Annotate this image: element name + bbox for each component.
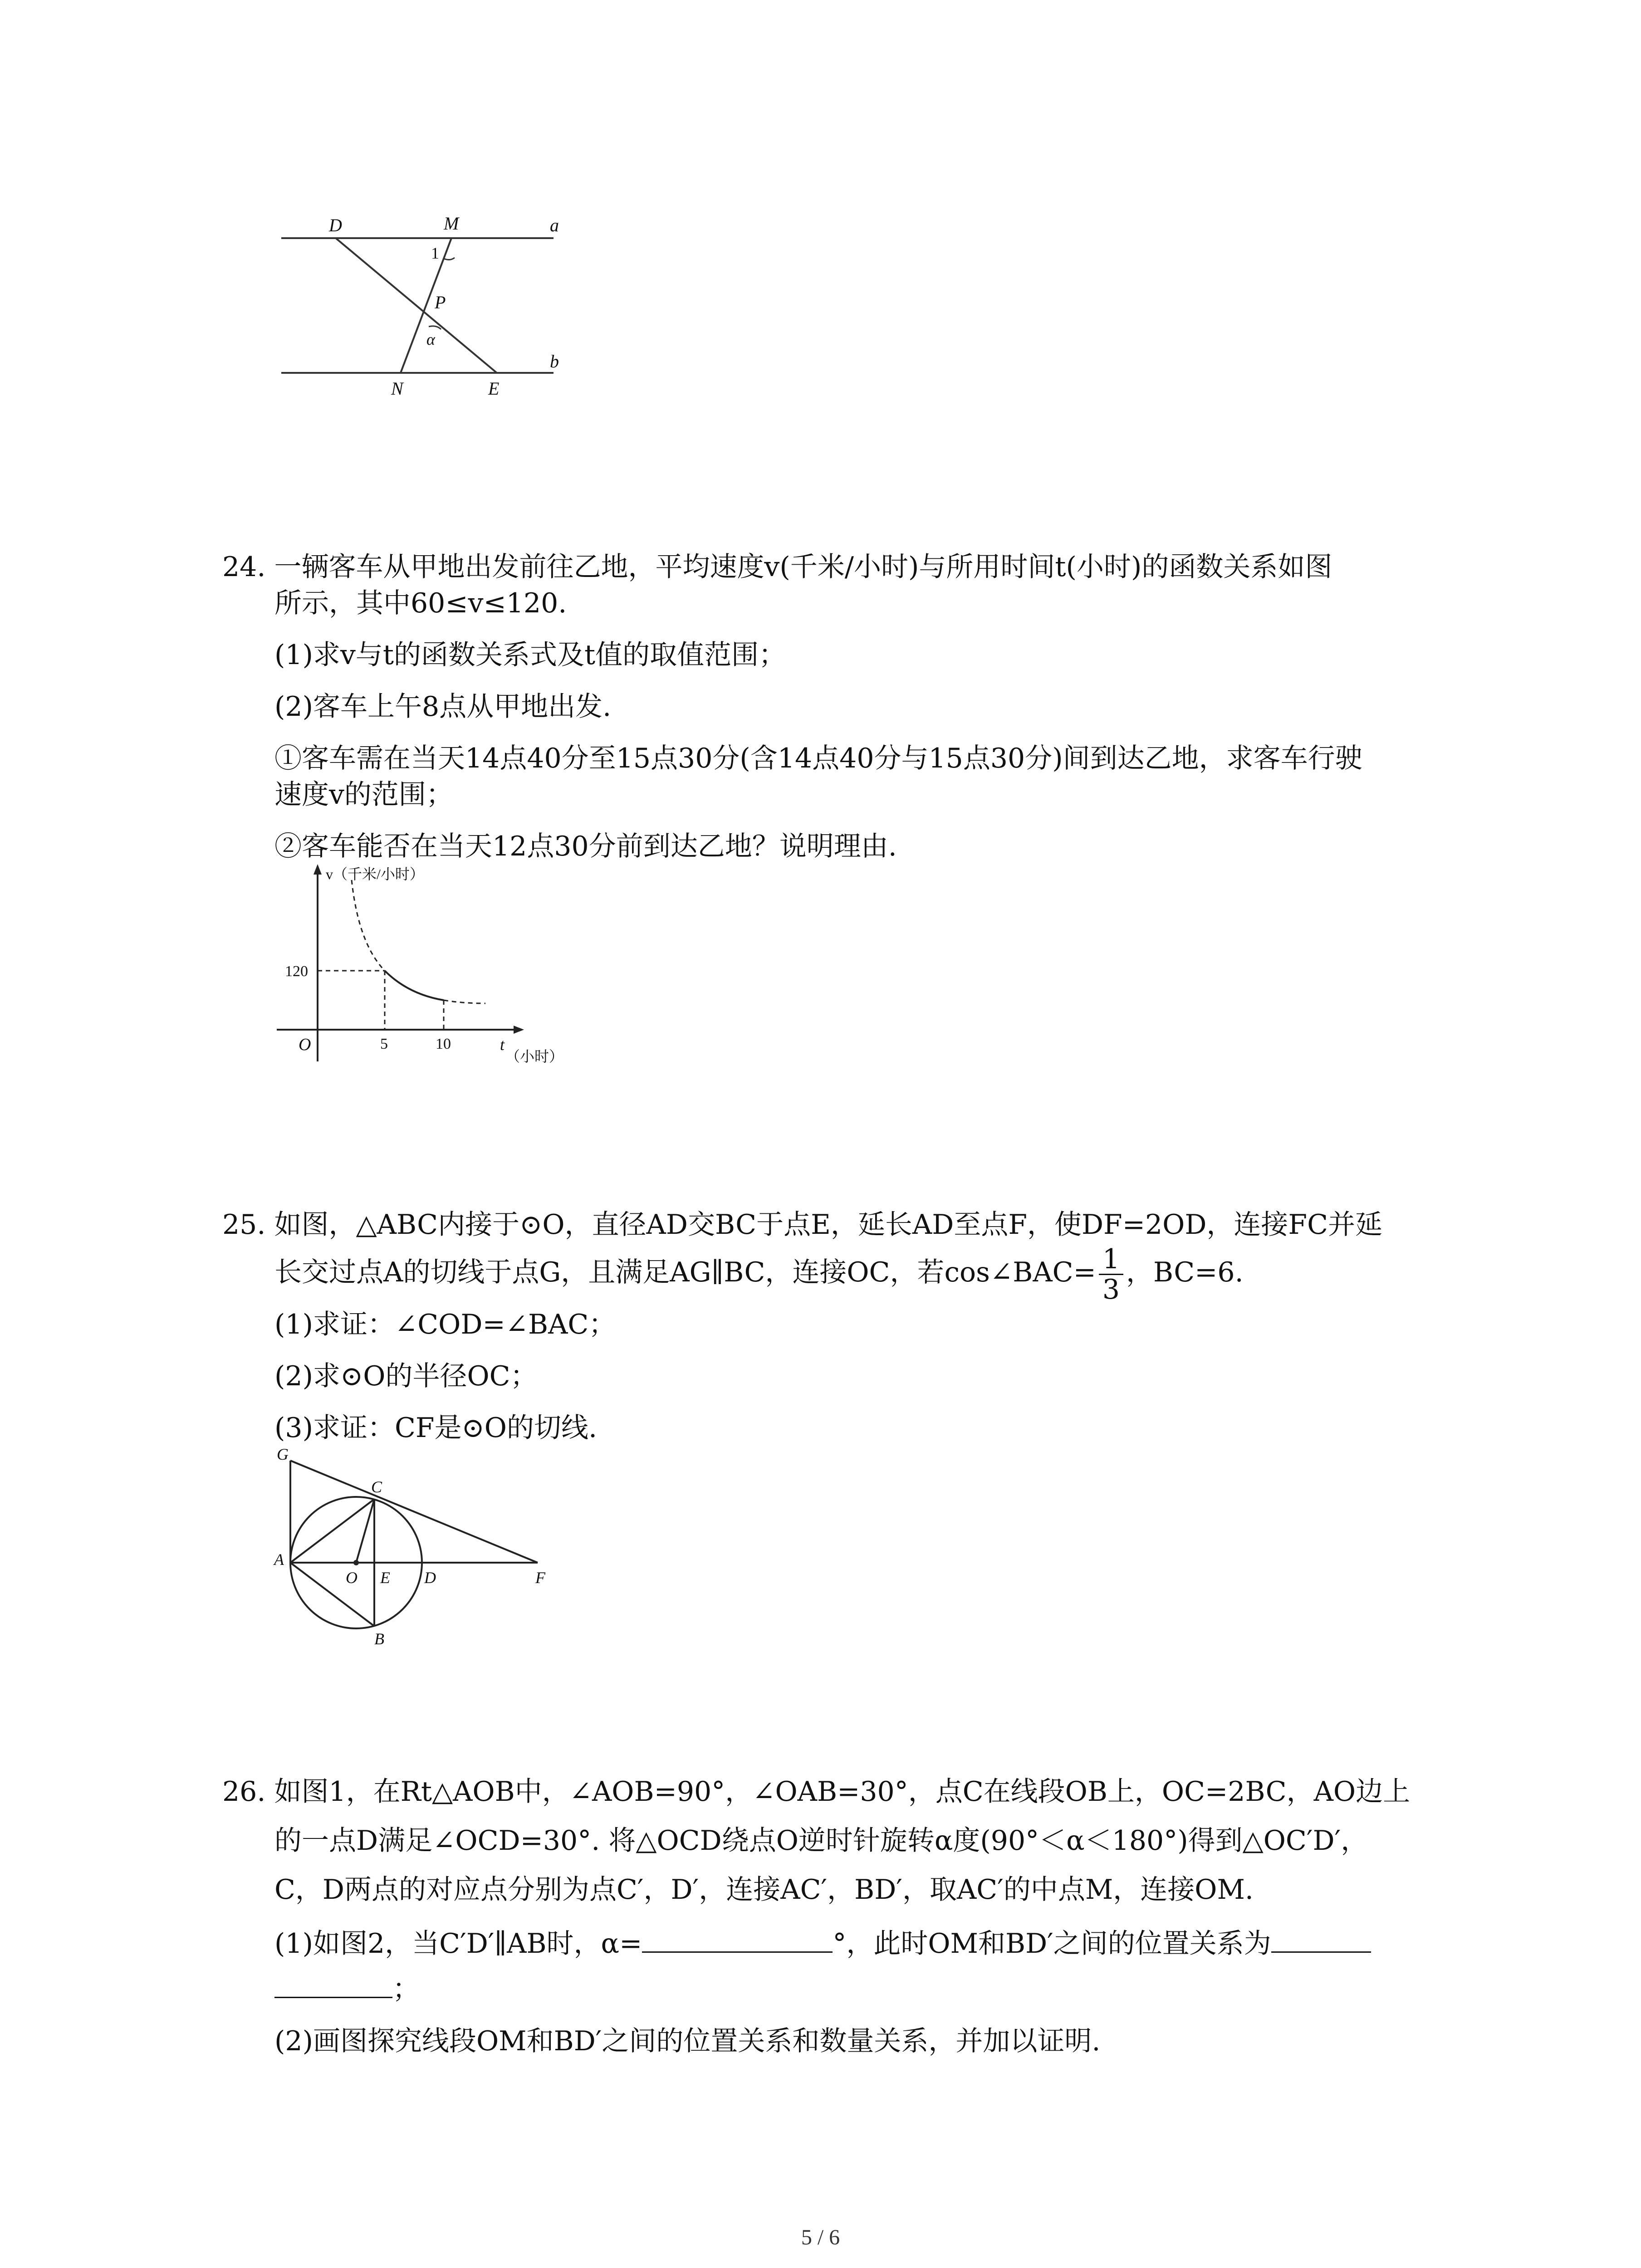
fraction-denominator: 3 bbox=[1102, 1273, 1120, 1305]
segment-AC bbox=[290, 1499, 374, 1563]
x-axis-arrow bbox=[514, 1026, 524, 1034]
answer-blank-alpha[interactable] bbox=[642, 1923, 833, 1953]
segment-OC bbox=[356, 1499, 374, 1563]
problem-25-stem-line-2 bbox=[222, 1243, 1456, 1305]
label-alpha: α bbox=[426, 330, 435, 348]
segment-DE bbox=[336, 238, 497, 373]
label-1: 1 bbox=[431, 244, 439, 262]
label-b: b bbox=[550, 351, 559, 371]
angle-1-arc bbox=[444, 258, 455, 260]
problem-24-stem-line-2: 所示，其中60≤v≤120. bbox=[274, 587, 567, 619]
problem-24-question-2a-line-1: ①客车需在当天14点40分至15点30分(含14点40分与15点30分)间到达乙地，求客车行驶 bbox=[274, 743, 1362, 774]
problem-26-stem-line-1: 26. 如图1，在Rt△AOB中，∠AOB=90°，∠OAB=30°，点C在线段OB上，OC=2BC，AO边上 bbox=[222, 1776, 1411, 1808]
problem-25-stem-line-2-text: 长交过点A的切线于点G，且满足AG∥BC，连接OC，若cos∠BAC= bbox=[274, 1256, 1096, 1288]
fig25-label-D: D bbox=[424, 1569, 436, 1587]
fig25-label-F: F bbox=[535, 1569, 545, 1587]
label-E: E bbox=[488, 378, 500, 399]
problem-25-question-1: (1)求证：∠COD=∠BAC； bbox=[274, 1309, 616, 1340]
problem-24-stem-line-1: 24. 一辆客车从甲地出发前往乙地，平均速度v(千米/小时)与所用时间t(小时)的函数关系如图 bbox=[222, 551, 1332, 583]
label-D: D bbox=[329, 215, 342, 235]
x-tick-5: 5 bbox=[380, 1036, 388, 1052]
fraction-numerator: 1 bbox=[1099, 1245, 1123, 1275]
segment-GF bbox=[290, 1461, 538, 1563]
answer-blank-relation-part-2[interactable] bbox=[274, 1969, 392, 1998]
fig25-label-B: B bbox=[374, 1630, 384, 1648]
label-M: M bbox=[444, 213, 459, 234]
problem-25-question-3: (3)求证：CF是⊙O的切线. bbox=[274, 1412, 598, 1444]
segment-AB bbox=[290, 1563, 374, 1626]
problem-26-question-1-continued bbox=[222, 1969, 1456, 2005]
parallel-lines-figure bbox=[272, 213, 599, 404]
fig25-label-G: G bbox=[277, 1445, 289, 1463]
problem-24-question-1: (1)求v与t的函数关系式及t值的取值范围； bbox=[274, 639, 786, 671]
problem-24-question-2b: ②客车能否在当天12点30分前到达乙地？说明理由. bbox=[274, 831, 897, 862]
x-axis-var-label: t bbox=[500, 1036, 505, 1054]
fig25-label-O: O bbox=[346, 1569, 358, 1587]
origin-label: O bbox=[299, 1035, 311, 1054]
problem-26-question-2: (2)画图探究线段OM和BD′之间的位置关系和数量关系，并加以证明. bbox=[274, 2025, 1101, 2057]
problem-25-question-2: (2)求⊙O的半径OC； bbox=[274, 1360, 538, 1392]
curve-solid bbox=[385, 971, 444, 1000]
problem-26-q1-text-b: °，此时OM和BD′之间的位置关系为 bbox=[833, 1928, 1271, 1960]
problem-26-stem-line-2: 的一点D满足∠OCD=30°. 将△OCD绕点O逆时针旋转α度(90°＜α＜180°)得到△OC′D′， bbox=[274, 1825, 1368, 1857]
problem-25 bbox=[222, 1207, 1456, 1446]
problem-26-question-1 bbox=[222, 1923, 1456, 1960]
fig25-label-A: A bbox=[274, 1550, 284, 1569]
problem-25-stem-line-2-end: ，BC=6. bbox=[1126, 1256, 1244, 1288]
label-P: P bbox=[435, 292, 446, 313]
fig25-label-C: C bbox=[371, 1478, 382, 1496]
problem-26-q1-text-a: (1)如图2，当C′D′∥AB时，α= bbox=[274, 1928, 642, 1960]
problem-26-stem-line-3: C，D两点的对应点分别为点C′，D′，连接AC′，BD′，取AC′的中点M，连接OM. bbox=[274, 1874, 1254, 1906]
curve-dashed-right bbox=[444, 1000, 485, 1003]
page-number: 5 / 6 bbox=[801, 2225, 840, 2249]
y-axis-arrow bbox=[314, 864, 322, 875]
fraction-one-third bbox=[1099, 1245, 1123, 1304]
curve-dashed-left bbox=[352, 880, 385, 971]
fig25-label-E: E bbox=[380, 1569, 390, 1587]
label-a: a bbox=[550, 215, 559, 235]
circle-tangent-figure bbox=[272, 1447, 572, 1647]
problem-24-question-2a-line-2: 速度v的范围； bbox=[274, 779, 453, 811]
angle-alpha-arc bbox=[429, 326, 441, 329]
problem-24-question-2: (2)客车上午8点从甲地出发. bbox=[274, 691, 612, 723]
problem-24 bbox=[222, 549, 1456, 865]
problem-26-q1-text-c: ； bbox=[392, 1973, 420, 2005]
problem-25-stem-line-1: 25. 如图，△ABC内接于⊙O，直径AD交BC于点E，延长AD至点F，使DF=2OD，连接FC并延 bbox=[222, 1209, 1382, 1241]
speed-time-chart bbox=[263, 862, 608, 1075]
x-axis-unit-label: （小时） bbox=[505, 1048, 564, 1065]
x-tick-10: 10 bbox=[436, 1036, 451, 1052]
y-axis-label: v（千米/小时） bbox=[326, 866, 424, 882]
y-tick-120: 120 bbox=[285, 963, 308, 980]
label-N: N bbox=[391, 378, 403, 399]
center-dot-O bbox=[353, 1560, 359, 1565]
problem-26 bbox=[222, 1774, 1456, 2059]
answer-blank-relation-part-1[interactable] bbox=[1271, 1923, 1371, 1953]
